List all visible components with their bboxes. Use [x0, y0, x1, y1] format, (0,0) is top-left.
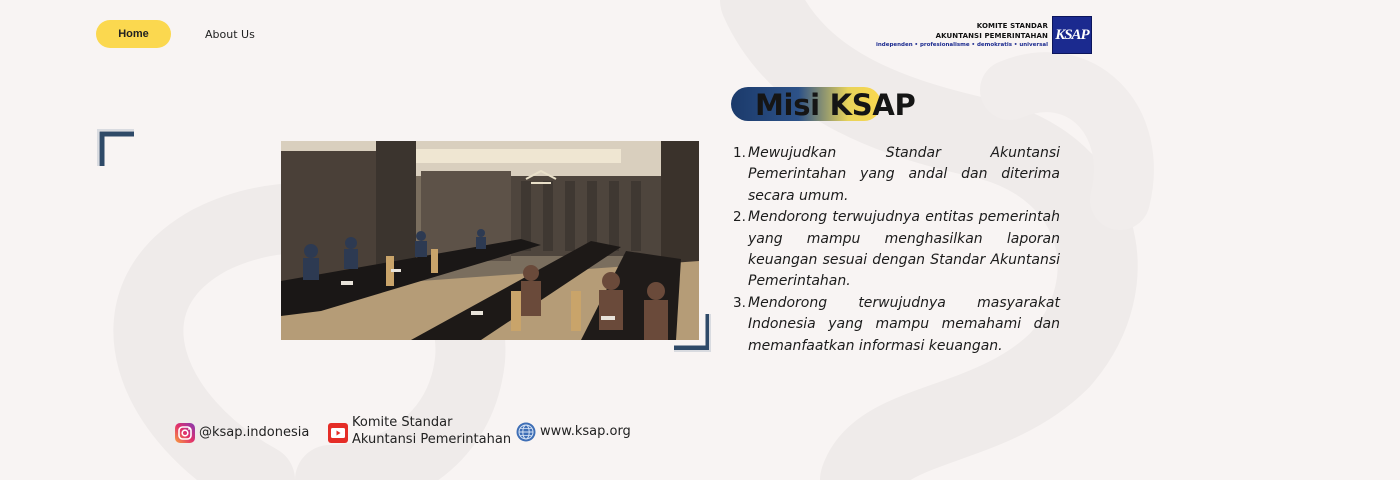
- ksap-logo[interactable]: [876, 16, 1092, 54]
- youtube-channel-line-1: Komite Standar: [352, 415, 453, 430]
- instagram-handle: @ksap.indonesia: [199, 425, 310, 440]
- ksap-logo-mark: KSAP: [1052, 16, 1092, 54]
- logo-text: [876, 21, 1048, 50]
- mission-item-text: Mendorong terwujudnya entitas pemerintah yang mampu menghasilkan laporan keuangan sesuai dengan Standar Akuntansi Pemerintahan.: [748, 209, 1060, 290]
- mission-title-block: [731, 87, 915, 121]
- youtube-link[interactable]: [328, 414, 511, 448]
- globe-icon: [516, 422, 536, 442]
- mission-item: [733, 143, 1060, 207]
- mission-item-text: Mewujudkan Standar Akuntansi Pemerintahan yang andal dan diterima secara umum.: [748, 145, 1060, 204]
- youtube-channel-line-2: Akuntansi Pemerintahan: [352, 432, 512, 447]
- website-link[interactable]: [516, 414, 631, 442]
- mission-title: Misi KSAP: [755, 88, 916, 122]
- mission-item-text: Mendorong terwujudnya masyarakat Indonesia yang mampu memahami dan memanfaatkan informasi keuangan.: [748, 294, 1060, 354]
- corner-bracket-top-left: [96, 128, 136, 168]
- instagram-icon: [175, 423, 195, 443]
- meeting-room-photo: [281, 141, 699, 340]
- mission-list: [733, 143, 1060, 357]
- mission-item: [733, 293, 1060, 357]
- mission-item-number: 1.: [733, 145, 746, 161]
- mission-item: [733, 207, 1060, 293]
- mission-item-number: 2.: [733, 209, 746, 226]
- instagram-link[interactable]: [175, 414, 309, 443]
- top-nav: [96, 20, 255, 48]
- home-nav-button[interactable]: Home: [96, 20, 171, 48]
- website-url: www.ksap.org: [540, 424, 631, 439]
- logo-line-1: KOMITE STANDAR: [976, 21, 1048, 30]
- logo-line-2: AKUNTANSI PEMERINTAHAN: [935, 31, 1048, 40]
- youtube-channel-name: [352, 414, 511, 448]
- logo-tagline: independen • profesionalisme • demokratis • universal: [876, 41, 1048, 48]
- about-us-nav-link[interactable]: About Us: [205, 27, 255, 41]
- mission-item-number: 3.: [733, 294, 746, 311]
- youtube-icon: [328, 423, 348, 443]
